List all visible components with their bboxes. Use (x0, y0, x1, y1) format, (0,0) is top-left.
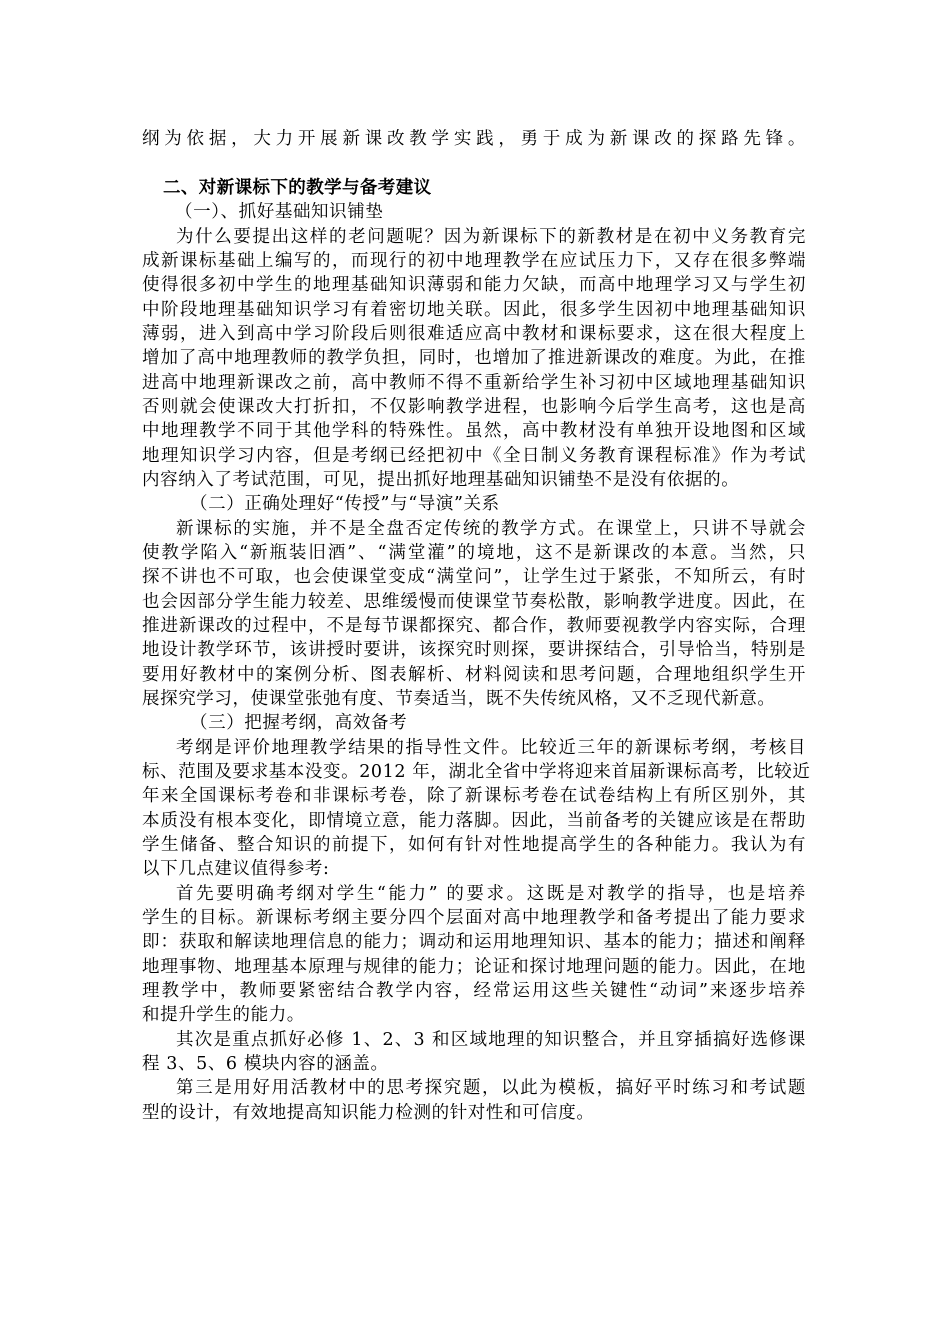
paragraph-line: 也会因部分学生能力较差、思维缓慢而使课堂节奏松散，影响教学进度。因此，在 (142, 592, 806, 612)
paragraph-line: 推进新课改的过程中，不是每节课都探究、都合作，教师要视教学内容实际，合理 (142, 616, 806, 636)
paragraph-line: 探不讲也不可取，也会使课堂变成“满堂问”，让学生过于紧张，不知所云，有时 (142, 567, 806, 587)
paragraph-line: 以下几点建议值得参考: (142, 859, 330, 879)
paragraph-line: 成新课标基础上编写的，而现行的初中地理教学在应试压力下，又存在很多弊端 (142, 251, 806, 271)
paragraph-line: 中阶段地理基础知识学习有着密切地关联。因此，很多学生因初中地理基础知识 (142, 300, 806, 320)
paragraph-line: 第三是用好用活教材中的思考探究题，以此为模板，搞好平时练习和考试题 (176, 1078, 806, 1098)
paragraph-line: 其次是重点抓好必修 1、2、3 和区域地理的知识整合，并且穿插搞好选修课 (176, 1030, 806, 1050)
paragraph-line: 地理知识学习内容，但是考纲已经把初中《全日制义务教育课程标准》作为考试 (142, 446, 806, 466)
paragraph-line: 使教学陷入“新瓶装旧酒”、“满堂灌”的境地，这不是新课改的本意。当然，只 (142, 543, 806, 563)
paragraph-line: 增加了高中地理教师的教学负担，同时，也增加了推进新课改的难度。为此，在推 (142, 348, 806, 368)
paragraph-line: 中地理教学不同于其他学科的特殊性。虽然，高中教材没有单独开设地图和区域 (142, 421, 806, 441)
paragraph-line: 首先要明确考纲对学生“能力” 的要求。这既是对教学的指导，也是培养 (176, 884, 806, 904)
paragraph-line: 地理事物、地理基本原理与规律的能力；论证和探讨地理问题的能力。因此，在地 (142, 957, 806, 977)
paragraph-line: 考纲是评价地理教学结果的指导性文件。比较近三年的新课标考纲，考核目 (176, 738, 806, 758)
paragraph-line: 程 3、5、6 模块内容的涵盖。 (142, 1054, 389, 1074)
paragraph-line: 新课标的实施，并不是全盘否定传统的教学方式。在课堂上，只讲不导就会 (176, 519, 806, 539)
paragraph-line: 标、范围及要求基本没变。2012 年，湖北全省中学将迎来首届新课标高考，比较近 (142, 762, 811, 782)
paragraph-line: 年来全国课标考卷和非课标考卷，除了新课标考卷在试卷结构上有所区别外，其 (142, 786, 806, 806)
paragraph-line: 要用好教材中的案例分析、图表解析、材料阅读和思考问题，合理地组织学生开 (142, 665, 806, 685)
subsection-heading: （三）把握考纲，高效备考 (190, 713, 408, 733)
subsection-heading: （一）、抓好基础知识铺垫 (175, 202, 384, 222)
paragraph-line: 为什么要提出这样的老问题呢？因为新课标下的新教材是在初中义务教育完 (176, 227, 806, 247)
paragraph-line: 和提升学生的能力。 (142, 1005, 305, 1025)
paragraph-line: 否则就会使课改大打折扣，不仅影响教学进程，也影响今后学生高考，这也是高 (142, 397, 806, 417)
subsection-heading: （二）正确处理好“传授”与“导演”关系 (190, 494, 500, 514)
paragraph-line: 地设计教学环节，该讲授时要讲，该探究时则探，要讲探结合，引导恰当，特别是 (142, 640, 806, 660)
paragraph-line: 学生储备、整合知识的前提下，如何有针对性地提高学生的各种能力。我认为有 (142, 835, 806, 855)
paragraph-line: 本质没有根本变化，即情境立意，能力落脚。因此，当前备考的关键应该是在帮助 (142, 811, 806, 831)
paragraph-line: 学生的目标。新课标考纲主要分四个层面对高中地理教学和备考提出了能力要求 (142, 908, 806, 928)
paragraph-line: 进高中地理新课改之前，高中教师不得不重新给学生补习初中区域地理基础知识 (142, 373, 806, 393)
section-heading: 二、对新课标下的教学与备考建议 (163, 178, 432, 198)
paragraph-line: 即：获取和解读地理信息的能力；调动和运用地理知识、基本的能力；描述和阐释 (142, 932, 806, 952)
paragraph-line: 型的设计，有效地提高知识能力检测的针对性和可信度。 (142, 1103, 595, 1123)
paragraph-line: 理教学中，教师要紧密结合教学内容，经常运用这些关键性“动词”来逐步培养 (142, 981, 806, 1001)
paragraph-line: 薄弱，进入到高中学习阶段后则很难适应高中教材和课标要求，这在很大程度上 (142, 324, 806, 344)
text-line: 纲为依据，大力开展新课改教学实践，勇于成为新课改的探路先锋。 (142, 129, 806, 149)
paragraph-line: 展探究学习，使课堂张弛有度、节奏适当，既不失传统风格，又不乏现代新意。 (142, 689, 776, 709)
paragraph-line: 使得很多初中学生的地理基础知识薄弱和能力欠缺，而高中地理学习又与学生初 (142, 275, 806, 295)
paragraph-line: 内容纳入了考试范围，可见，提出抓好地理基础知识铺垫不是没有依据的。 (142, 470, 740, 490)
